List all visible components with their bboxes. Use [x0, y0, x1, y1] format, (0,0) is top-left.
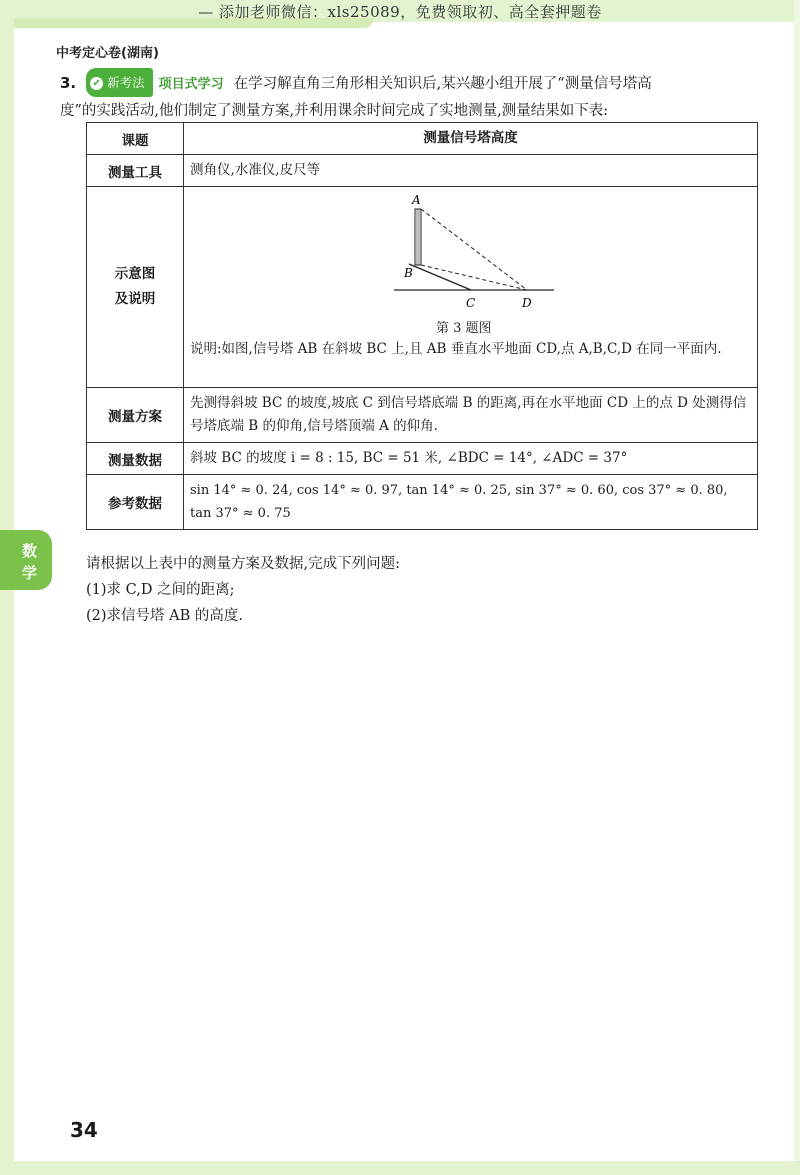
right-margin-strip — [794, 0, 800, 1175]
table-row-content: 测角仪,水准仪,皮尺等 — [184, 155, 758, 187]
new-exam-label: 新考法 — [107, 75, 145, 90]
bottom-band — [0, 1161, 800, 1175]
table-row-label: 示意图 及说明 — [87, 187, 184, 388]
table-row — [87, 123, 758, 155]
question-intro-part1: 在学习解直角三角形相关知识后,某兴趣小组开展了“测量信号塔高 — [233, 76, 652, 92]
check-icon: ✔ — [90, 77, 103, 90]
table-row-content: 测量信号塔高度 — [184, 123, 758, 155]
slope-line — [409, 264, 471, 290]
table-row-content: 斜坡 BC 的坡度 i = 8 : 15, BC = 51 米, ∠BDC = 14°, ∠ADC = 37° — [184, 443, 758, 475]
question-prompt: 请根据以上表中的测量方案及数据,完成下列问题: — [86, 556, 400, 572]
measurement-table — [86, 122, 758, 530]
page-header-title: 中考定心卷(湖南) — [56, 46, 159, 61]
sightline-da — [421, 209, 527, 290]
question-part-2: (2)求信号塔 AB 的高度. — [86, 608, 243, 624]
new-exam-badge — [86, 68, 153, 97]
table-row-content: sin 14° ≈ 0. 24, cos 14° ≈ 0. 97, tan 14° ≈ 0. 25, sin 37° ≈ 0. 60, cos 37° ≈ 0. 80, tan 37° ≈ 0. 75 — [184, 475, 758, 530]
table-row-label: 课题 — [87, 123, 184, 155]
page-number: 34 — [70, 1118, 98, 1142]
figure-area — [184, 187, 757, 387]
table-row-label: 测量工具 — [87, 155, 184, 187]
point-c-label: C — [466, 296, 476, 310]
table-row — [87, 443, 758, 475]
side-tab-char-2: 学 — [22, 564, 38, 582]
side-tab-char-1: 数 — [22, 542, 38, 560]
figure-cell — [184, 187, 758, 388]
question-number: 3. — [60, 74, 77, 92]
point-b-label: B — [404, 266, 413, 280]
subject-side-tab — [0, 530, 52, 590]
point-d-label: D — [522, 296, 532, 310]
table-row-content: 先测得斜坡 BC 的坡度,坡底 C 到信号塔底端 B 的距离,再在水平地面 CD 上的点 D 处测得信号塔底端 B 的仰角,信号塔顶端 A 的仰角. — [184, 388, 758, 443]
table-row-label: 测量方案 — [87, 388, 184, 443]
figure-caption: 第 3 题图 — [436, 321, 492, 336]
figure-note: 说明:如图,信号塔 AB 在斜坡 BC 上,且 AB 垂直水平地面 CD,点 A,B,C,D 在同一平面内. — [190, 341, 722, 357]
question-intro-part2: 度”的实践活动,他们制定了测量方案,并利用课余时间完成了实地测量,测量结果如下表: — [60, 103, 609, 119]
question-part-1: (1)求 C,D 之间的距离; — [86, 582, 235, 598]
point-a-label: A — [412, 193, 421, 207]
project-learning-tag: 项目式学习 — [158, 77, 224, 92]
table-row-label: 测量数据 — [87, 443, 184, 475]
question-intro — [60, 68, 760, 125]
table-row — [87, 187, 758, 388]
table-row — [87, 475, 758, 530]
signal-tower — [415, 209, 421, 265]
table-row — [87, 155, 758, 187]
table-row — [87, 388, 758, 443]
top-banner: — 添加老师微信：xls25089，免费领取初、高全套押题卷 — [198, 3, 602, 21]
table-row-label: 参考数据 — [87, 475, 184, 530]
